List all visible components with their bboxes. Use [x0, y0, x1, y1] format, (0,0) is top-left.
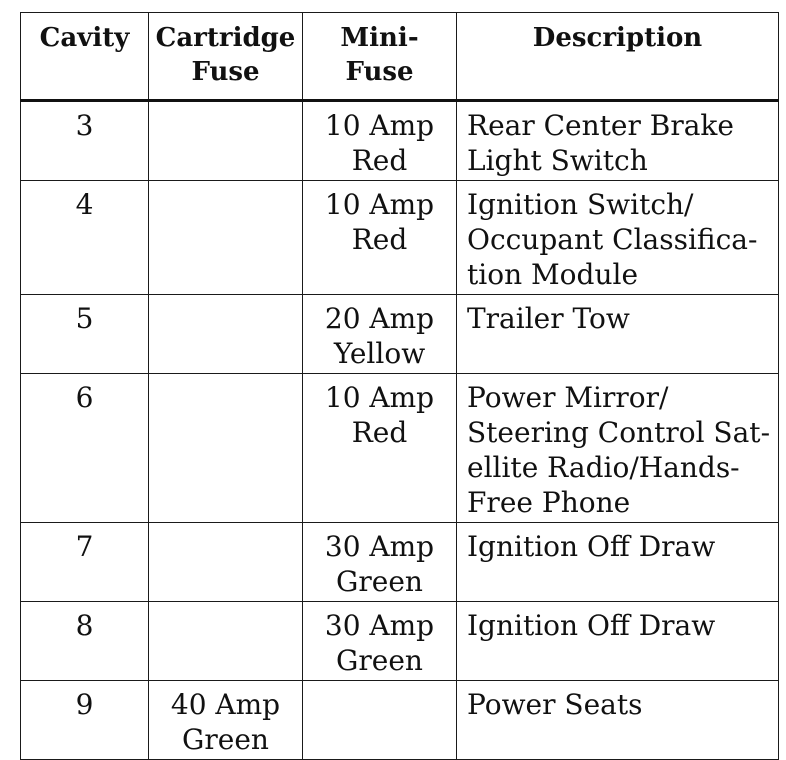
description-line: Power Seats [467, 688, 643, 721]
description-line: Steering Control Sat- [467, 416, 771, 449]
description-line: Free Phone [467, 486, 631, 519]
description-line: Ignition Off Draw [467, 530, 716, 563]
cavity-cell [21, 295, 149, 374]
header-cartridge-line-2: Fuse [191, 57, 260, 87]
mini-fuse-rating: 30 Amp [324, 609, 435, 642]
description-line: Ignition Switch/ [467, 188, 694, 221]
mini-fuse-rating: 10 Amp [324, 109, 435, 142]
cavity-cell [21, 602, 149, 681]
cartridge-fuse-cell [149, 523, 303, 602]
cavity-number: 4 [75, 188, 94, 221]
table-row [21, 523, 779, 602]
table-row [21, 374, 779, 523]
mini-fuse-color: Red [351, 223, 408, 256]
mini-fuse-rating: 10 Amp [324, 188, 435, 221]
mini-fuse-color: Green [336, 644, 423, 677]
description-cell [457, 523, 779, 602]
table-row [21, 181, 779, 295]
cavity-number: 3 [75, 109, 94, 142]
mini-fuse-cell [303, 374, 457, 523]
mini-fuse-color: Red [351, 144, 408, 177]
description-line: Light Switch [467, 144, 648, 177]
table-row [21, 602, 779, 681]
cavity-number: 8 [75, 609, 94, 642]
cavity-cell [21, 374, 149, 523]
description-line: Rear Center Brake [467, 109, 734, 142]
cartridge-fuse-cell [149, 295, 303, 374]
cavity-cell [21, 681, 149, 760]
description-cell [457, 681, 779, 760]
cavity-number: 7 [75, 530, 94, 563]
cartridge-fuse-color: Green [182, 723, 269, 756]
table-row [21, 681, 779, 760]
description-line: Ignition Off Draw [467, 609, 716, 642]
description-line: Trailer Tow [467, 302, 630, 335]
description-line: tion Module [467, 258, 639, 291]
mini-fuse-color: Red [351, 416, 408, 449]
header-row [21, 13, 779, 101]
mini-fuse-color: Yellow [333, 337, 426, 370]
mini-fuse-cell [303, 295, 457, 374]
description-line: Occupant Classifica- [467, 223, 758, 256]
table-header [21, 13, 779, 101]
cartridge-fuse-cell [149, 602, 303, 681]
description-cell [457, 101, 779, 181]
table-row [21, 295, 779, 374]
description-cell [457, 295, 779, 374]
table-row [21, 101, 779, 181]
table-body [21, 101, 779, 760]
description-cell [457, 374, 779, 523]
header-mini-fuse [303, 13, 457, 101]
mini-fuse-cell [303, 681, 457, 760]
description-line: ellite Radio/Hands- [467, 451, 740, 484]
cartridge-fuse-rating: 40 Amp [170, 688, 281, 721]
header-mini-line-2: Fuse [345, 57, 414, 87]
cartridge-fuse-cell [149, 181, 303, 295]
cavity-number: 5 [75, 302, 94, 335]
header-cartridge-line-1: Cartridge [155, 23, 296, 53]
mini-fuse-cell [303, 602, 457, 681]
header-cavity [21, 13, 149, 101]
description-line: Power Mirror/ [467, 381, 669, 414]
mini-fuse-rating: 10 Amp [324, 381, 435, 414]
cartridge-fuse-cell [149, 101, 303, 181]
mini-fuse-rating: 30 Amp [324, 530, 435, 563]
header-description-text: Description [532, 23, 703, 53]
cavity-cell [21, 181, 149, 295]
cavity-number: 6 [75, 381, 94, 414]
fuse-table [20, 12, 779, 760]
description-cell [457, 602, 779, 681]
header-mini-line-1: Mini- [340, 23, 419, 53]
header-cavity-text: Cavity [39, 23, 130, 53]
cartridge-fuse-cell [149, 374, 303, 523]
cavity-cell [21, 523, 149, 602]
cavity-cell [21, 101, 149, 181]
description-cell [457, 181, 779, 295]
mini-fuse-cell [303, 181, 457, 295]
mini-fuse-cell [303, 523, 457, 602]
mini-fuse-cell [303, 101, 457, 181]
cavity-number: 9 [75, 688, 94, 721]
cartridge-fuse-cell [149, 681, 303, 760]
header-cartridge-fuse [149, 13, 303, 101]
mini-fuse-rating: 20 Amp [324, 302, 435, 335]
header-description [457, 13, 779, 101]
mini-fuse-color: Green [336, 565, 423, 598]
